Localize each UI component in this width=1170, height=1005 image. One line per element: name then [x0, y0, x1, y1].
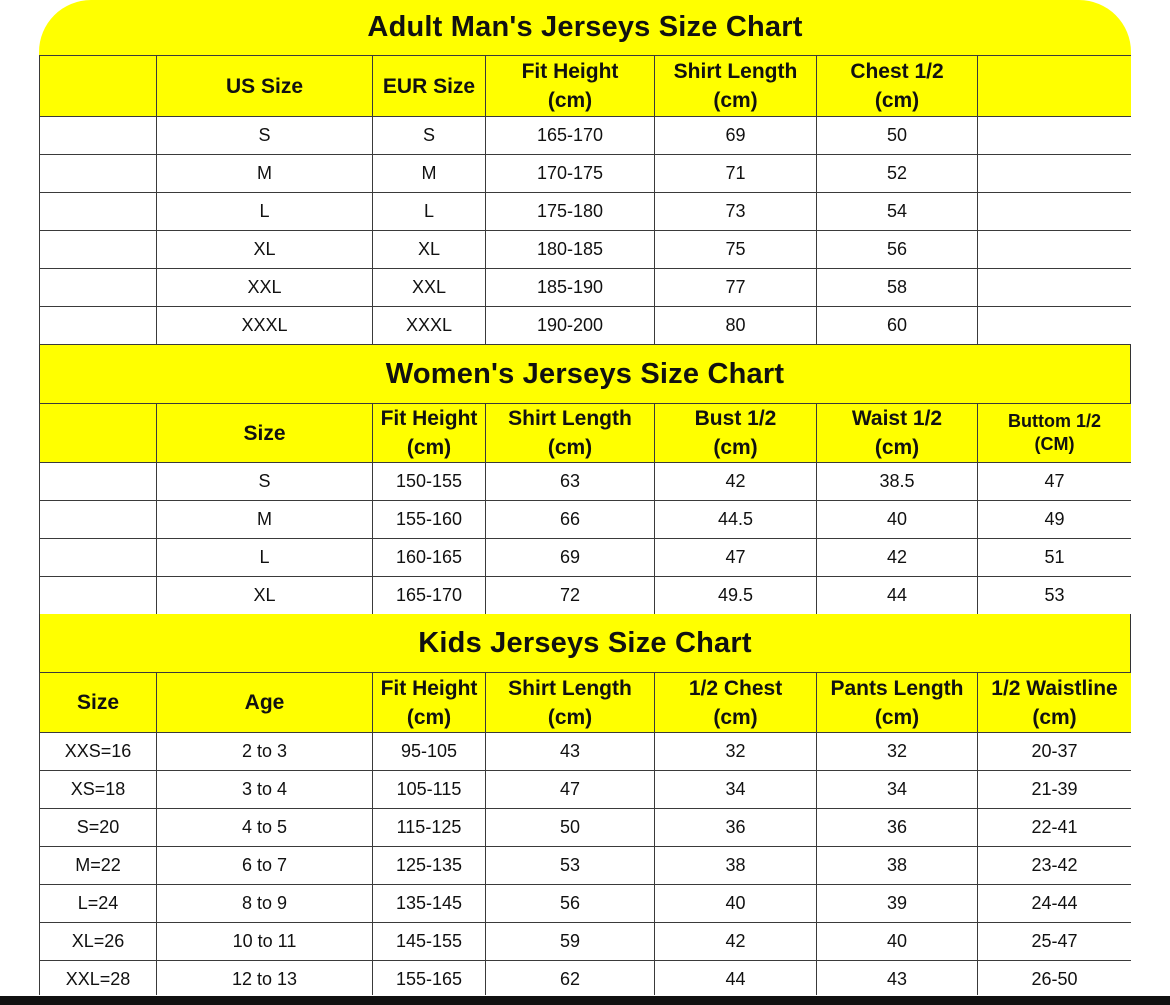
table-cell: 32	[817, 733, 978, 771]
table-cell: 23-42	[978, 847, 1132, 885]
table-cell: 52	[817, 155, 978, 193]
table-cell: 42	[655, 463, 817, 501]
table-cell: 115-125	[373, 809, 486, 847]
table-cell: XL	[157, 577, 373, 615]
table-row	[40, 923, 1132, 961]
column-header	[40, 404, 157, 463]
table-cell: 12 to 13	[157, 961, 373, 996]
table-cell: 190-200	[486, 307, 655, 345]
table-cell: 56	[486, 885, 655, 923]
table-cell: XL	[157, 231, 373, 269]
table-cell: S	[157, 463, 373, 501]
table-cell: 38	[817, 847, 978, 885]
table-cell: 56	[817, 231, 978, 269]
table-cell: 49	[978, 501, 1132, 539]
table-cell: 66	[486, 501, 655, 539]
table-header-row	[40, 404, 1132, 463]
table-cell: XXXL	[157, 307, 373, 345]
table-row	[40, 463, 1132, 501]
table-cell	[40, 539, 157, 577]
column-header: 1/2 Chest (cm)	[655, 673, 817, 733]
column-header: Shirt Length (cm)	[486, 673, 655, 733]
table-cell: 38	[655, 847, 817, 885]
table-cell: 150-155	[373, 463, 486, 501]
table-cell: 155-165	[373, 961, 486, 996]
table-header-row	[40, 56, 1132, 117]
table-cell: 36	[817, 809, 978, 847]
table-cell: 69	[486, 539, 655, 577]
table-cell: 6 to 7	[157, 847, 373, 885]
table-cell: XXXL	[373, 307, 486, 345]
table-cell	[978, 117, 1132, 155]
table-cell: 75	[655, 231, 817, 269]
column-header: Buttom 1/2 (CM)	[978, 404, 1132, 463]
column-header: Pants Length (cm)	[817, 673, 978, 733]
column-header: Age	[157, 673, 373, 733]
table-cell	[978, 269, 1132, 307]
women-size-chart-title: Women's Jerseys Size Chart	[39, 345, 1131, 403]
table-cell	[978, 307, 1132, 345]
table-cell: 39	[817, 885, 978, 923]
column-header: Chest 1/2 (cm)	[817, 56, 978, 117]
table-cell	[40, 155, 157, 193]
table-cell: 42	[817, 539, 978, 577]
table-cell: S=20	[40, 809, 157, 847]
table-cell: 125-135	[373, 847, 486, 885]
table-cell: 10 to 11	[157, 923, 373, 961]
table-cell: 40	[817, 501, 978, 539]
table-cell: 34	[655, 771, 817, 809]
table-cell: 170-175	[486, 155, 655, 193]
table-cell: 38.5	[817, 463, 978, 501]
table-cell: L=24	[40, 885, 157, 923]
table-row	[40, 117, 1132, 155]
table-cell: M=22	[40, 847, 157, 885]
table-cell	[40, 117, 157, 155]
table-row	[40, 539, 1132, 577]
table-row	[40, 307, 1132, 345]
table-row	[40, 847, 1132, 885]
table-cell: XXL=28	[40, 961, 157, 996]
table-cell: 3 to 4	[157, 771, 373, 809]
table-cell: XXL	[373, 269, 486, 307]
table-cell: 32	[655, 733, 817, 771]
table-cell: 44	[655, 961, 817, 996]
column-header: Shirt Length (cm)	[655, 56, 817, 117]
table-cell: 22-41	[978, 809, 1132, 847]
table-cell: M	[373, 155, 486, 193]
table-cell: 135-145	[373, 885, 486, 923]
table-cell	[40, 307, 157, 345]
column-header: US Size	[157, 56, 373, 117]
table-cell: 59	[486, 923, 655, 961]
table-cell: 42	[655, 923, 817, 961]
table-cell: 4 to 5	[157, 809, 373, 847]
table-cell: 50	[486, 809, 655, 847]
kids-size-table	[39, 672, 1131, 995]
table-cell	[40, 269, 157, 307]
table-cell: 43	[817, 961, 978, 996]
table-cell: 155-160	[373, 501, 486, 539]
table-cell: 34	[817, 771, 978, 809]
table-cell: 72	[486, 577, 655, 615]
table-cell: L	[157, 193, 373, 231]
men-size-table	[39, 55, 1131, 345]
table-cell: 26-50	[978, 961, 1132, 996]
table-cell: M	[157, 501, 373, 539]
table-cell: 160-165	[373, 539, 486, 577]
table-cell: L	[157, 539, 373, 577]
kids-size-chart-title: Kids Jerseys Size Chart	[39, 614, 1131, 672]
table-cell: 47	[486, 771, 655, 809]
column-header: Fit Height (cm)	[373, 404, 486, 463]
table-cell	[40, 231, 157, 269]
table-cell: 50	[817, 117, 978, 155]
column-header: EUR Size	[373, 56, 486, 117]
table-cell: XXL	[157, 269, 373, 307]
table-cell: 63	[486, 463, 655, 501]
table-cell: 60	[817, 307, 978, 345]
table-cell	[40, 463, 157, 501]
table-cell	[978, 155, 1132, 193]
table-row	[40, 501, 1132, 539]
table-cell: 2 to 3	[157, 733, 373, 771]
column-header: Size	[40, 673, 157, 733]
column-header: Waist 1/2 (cm)	[817, 404, 978, 463]
table-row	[40, 961, 1132, 996]
table-cell: 180-185	[486, 231, 655, 269]
table-header-row	[40, 673, 1132, 733]
table-cell: 54	[817, 193, 978, 231]
table-row	[40, 193, 1132, 231]
table-cell	[978, 193, 1132, 231]
table-cell: 77	[655, 269, 817, 307]
column-header: Size	[157, 404, 373, 463]
table-cell: 145-155	[373, 923, 486, 961]
table-cell: 44	[817, 577, 978, 615]
table-cell: 165-170	[373, 577, 486, 615]
table-cell: 95-105	[373, 733, 486, 771]
bottom-border	[0, 996, 1170, 1005]
table-cell: S	[373, 117, 486, 155]
column-header: Fit Height (cm)	[486, 56, 655, 117]
table-cell: 69	[655, 117, 817, 155]
table-cell: 73	[655, 193, 817, 231]
column-header	[40, 56, 157, 117]
table-cell: 24-44	[978, 885, 1132, 923]
table-cell	[40, 193, 157, 231]
table-row	[40, 231, 1132, 269]
table-cell: 36	[655, 809, 817, 847]
table-cell: 20-37	[978, 733, 1132, 771]
table-row	[40, 155, 1132, 193]
table-cell: 185-190	[486, 269, 655, 307]
table-cell: 71	[655, 155, 817, 193]
column-header: Shirt Length (cm)	[486, 404, 655, 463]
table-cell: 47	[655, 539, 817, 577]
table-cell: 80	[655, 307, 817, 345]
table-row	[40, 809, 1132, 847]
table-cell	[40, 577, 157, 615]
column-header: Fit Height (cm)	[373, 673, 486, 733]
table-row	[40, 577, 1132, 615]
table-cell: 40	[817, 923, 978, 961]
table-cell	[40, 501, 157, 539]
table-cell: 21-39	[978, 771, 1132, 809]
size-chart-card	[39, 0, 1131, 995]
women-size-table	[39, 403, 1131, 615]
table-cell: 25-47	[978, 923, 1132, 961]
column-header: Bust 1/2 (cm)	[655, 404, 817, 463]
table-cell: L	[373, 193, 486, 231]
table-cell: XL=26	[40, 923, 157, 961]
table-cell	[978, 231, 1132, 269]
table-cell: 40	[655, 885, 817, 923]
table-cell: 8 to 9	[157, 885, 373, 923]
table-cell: M	[157, 155, 373, 193]
table-row	[40, 269, 1132, 307]
table-cell: XL	[373, 231, 486, 269]
table-cell: 51	[978, 539, 1132, 577]
men-size-chart-title: Adult Man's Jerseys Size Chart	[39, 0, 1131, 55]
table-row	[40, 771, 1132, 809]
table-cell: 49.5	[655, 577, 817, 615]
column-header: 1/2 Waistline (cm)	[978, 673, 1132, 733]
table-row	[40, 885, 1132, 923]
table-cell: XXS=16	[40, 733, 157, 771]
table-cell: 43	[486, 733, 655, 771]
table-cell: 175-180	[486, 193, 655, 231]
table-cell: 58	[817, 269, 978, 307]
table-cell: 165-170	[486, 117, 655, 155]
table-cell: S	[157, 117, 373, 155]
table-cell: XS=18	[40, 771, 157, 809]
table-cell: 44.5	[655, 501, 817, 539]
table-cell: 53	[486, 847, 655, 885]
column-header	[978, 56, 1132, 117]
table-cell: 47	[978, 463, 1132, 501]
table-row	[40, 733, 1132, 771]
table-cell: 53	[978, 577, 1132, 615]
table-cell: 62	[486, 961, 655, 996]
table-cell: 105-115	[373, 771, 486, 809]
